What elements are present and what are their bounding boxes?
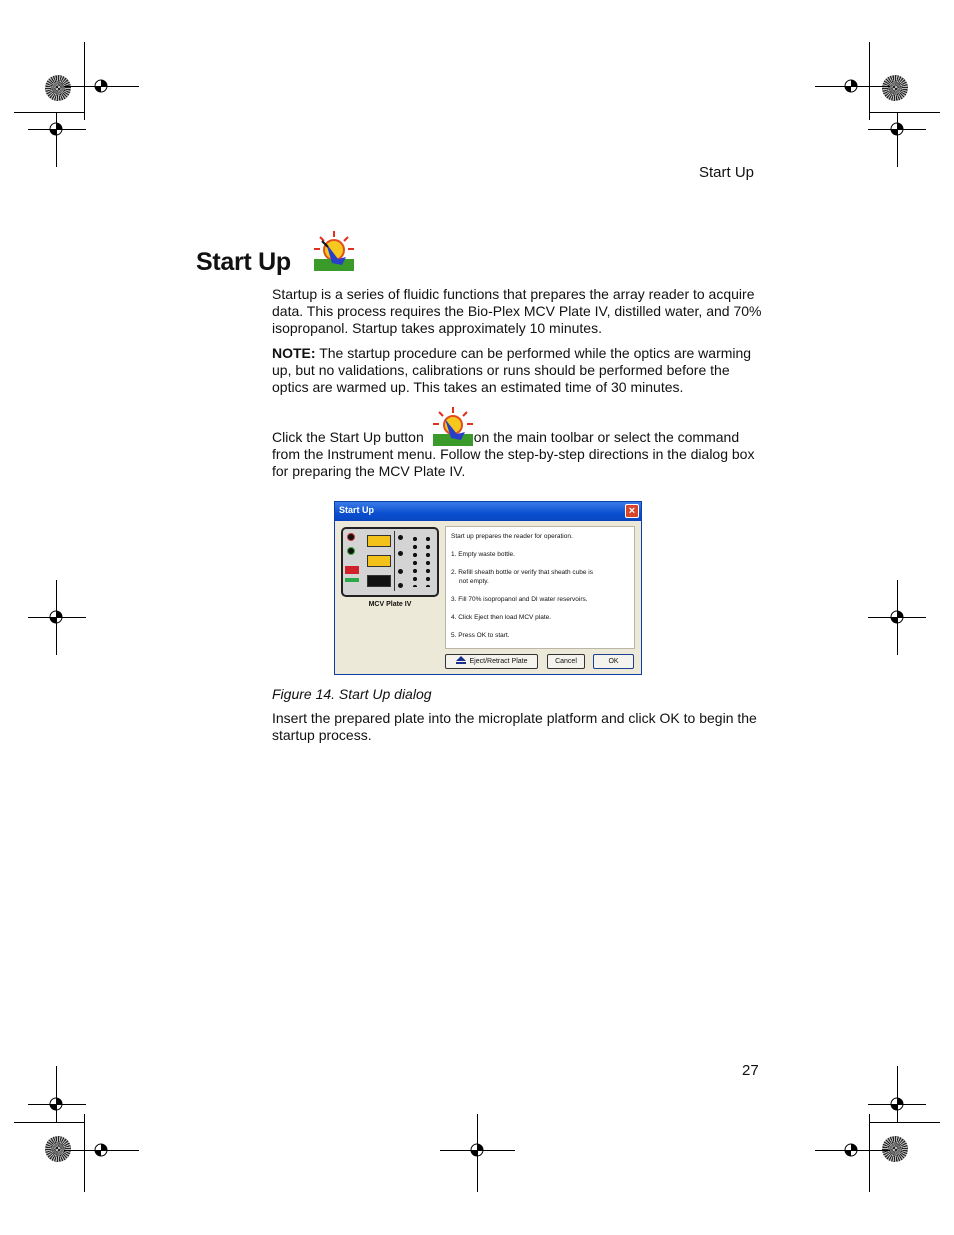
click-paragraph (272, 429, 762, 480)
note-text: The startup procedure can be performed while the optics are warming up, but no validations, calibrations or runs should be performed before the optics are warmed up. This takes an estimated time of 30 minutes. (272, 345, 752, 395)
instruction-line: 3. Fill 70% isopropanol and DI water reservoirs. (451, 596, 588, 603)
crosshair-icon (888, 1095, 906, 1113)
note-label: NOTE: (272, 345, 316, 361)
cancel-button[interactable]: Cancel (547, 654, 585, 669)
instruction-line: 2. Refill sheath bottle or verify that sheath cube is (451, 569, 593, 576)
close-button[interactable]: × (625, 504, 639, 518)
page-title: Start Up (196, 248, 291, 276)
start-up-dialog (334, 501, 642, 675)
figure-caption: Figure 14. Start Up dialog (272, 686, 432, 702)
running-head: Start Up (699, 164, 755, 181)
crosshair-icon (842, 1141, 860, 1159)
insert-paragraph: Insert the prepared plate into the microplate platform and click OK to begin the startup process. (272, 710, 757, 743)
dialog-title: Start Up (339, 505, 375, 515)
dialog-titlebar[interactable] (335, 502, 641, 521)
instruction-line: 5. Press OK to start. (451, 632, 510, 639)
crosshair-icon (92, 77, 110, 95)
eject-label: Eject/Retract Plate (469, 658, 528, 665)
registration-disc-icon (882, 75, 908, 101)
crosshair-icon (47, 1095, 65, 1113)
instructions-panel (445, 526, 635, 649)
intro-paragraph: Startup is a series of fluidic functions that prepares the array reader to acquire data. This process requires the Bio-Plex MCV Plate IV, distilled water, and 70% isopropanol. Startup takes approximately 10 minutes. (272, 286, 762, 336)
registration-disc-icon (45, 75, 71, 101)
instruction-line: 4. Click Eject then load MCV plate. (451, 614, 552, 621)
registration-disc-icon (45, 1136, 71, 1162)
page-number: 27 (742, 1062, 759, 1079)
crosshair-icon (92, 1141, 110, 1159)
crosshair-icon (888, 608, 906, 626)
registration-disc-icon (882, 1136, 908, 1162)
mcv-plate-diagram (341, 527, 439, 597)
crosshair-icon (842, 77, 860, 95)
click-text-before: Click the Start Up button (272, 429, 424, 445)
eject-retract-plate-button[interactable] (445, 654, 538, 669)
ok-button[interactable]: OK (593, 654, 634, 669)
crosshair-icon (468, 1141, 486, 1159)
crosshair-icon (47, 608, 65, 626)
eject-icon (456, 656, 466, 664)
click-text-after: on the main toolbar or select the command from the Instrument menu. Follow the step-by-step directions in the dialog box for preparing the MCV Plate IV. (272, 429, 755, 479)
instruction-line: Start up prepares the reader for operation. (451, 533, 573, 540)
plate-label: MCV Plate IV (368, 601, 412, 608)
startup-icon (312, 229, 356, 273)
instruction-line: not empty. (459, 578, 489, 585)
crosshair-icon (888, 120, 906, 138)
crosshair-icon (47, 120, 65, 138)
note-paragraph (272, 345, 762, 396)
instruction-line: 1. Empty waste bottle. (451, 551, 515, 558)
